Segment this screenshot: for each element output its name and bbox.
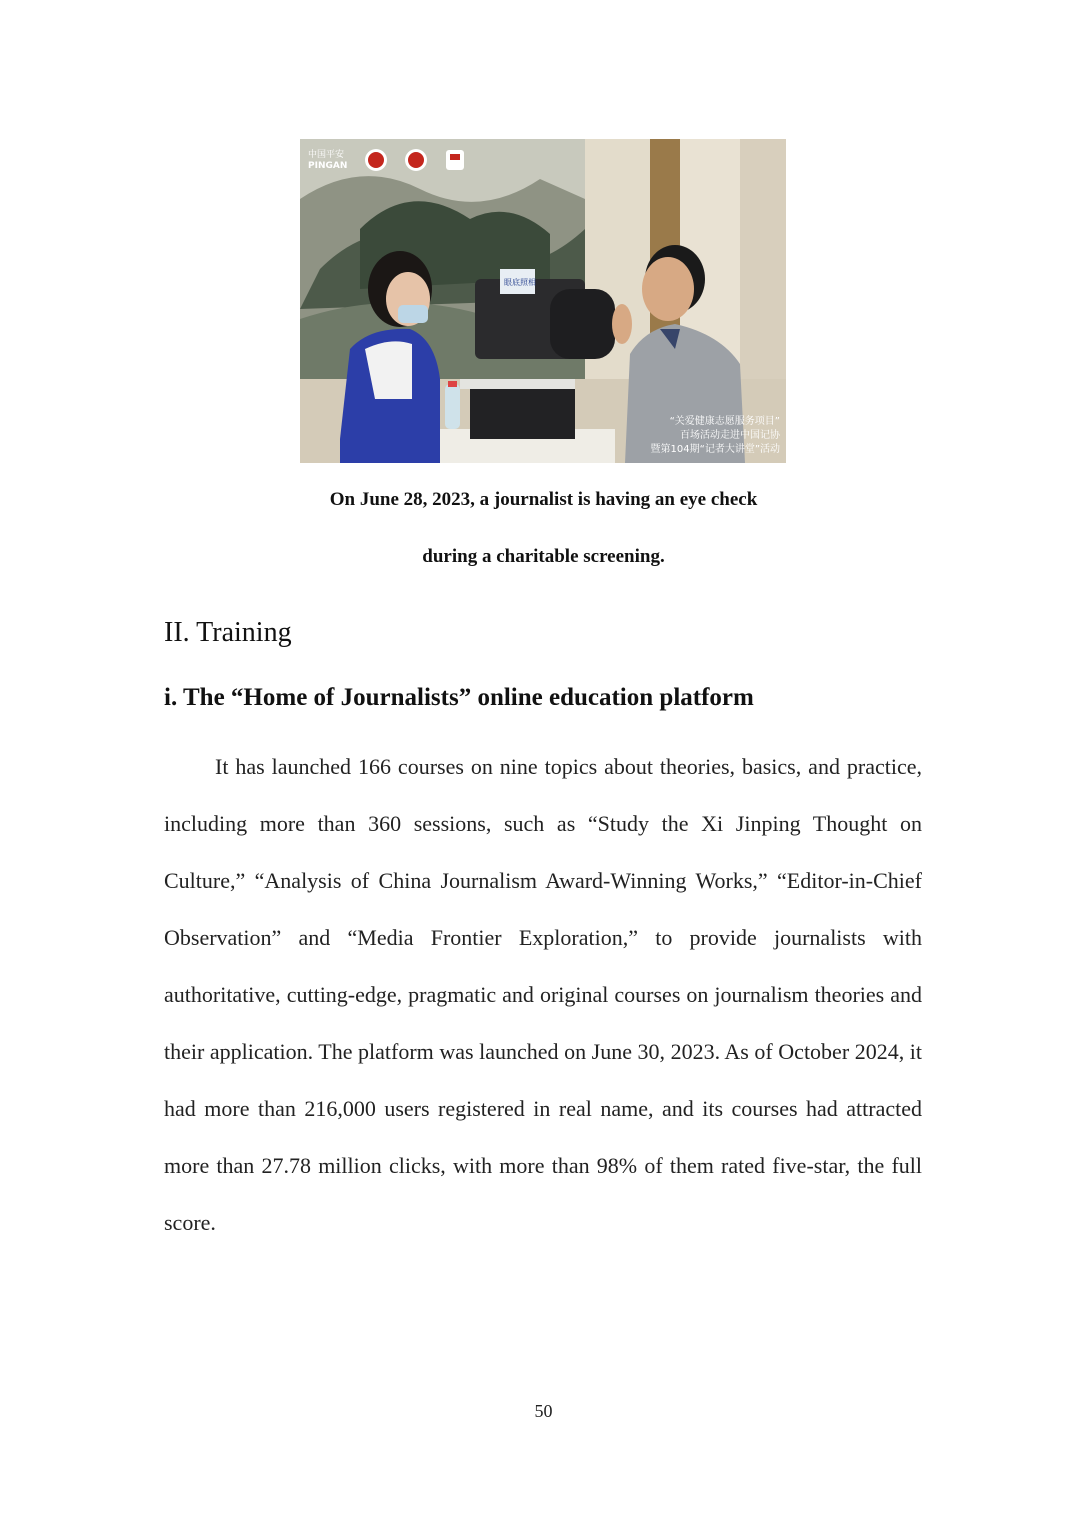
body-paragraph: It has launched 166 courses on nine topics about theories, basics, and practice, including more than 360 sessions, such as “Study the Xi Jinping Thought on Culture,” “Analysis of China Journalism Award-Winning Works,” “Editor-in-Chief Observation” and “Media Frontier Exploration,” to provide journalists with authoritative, cutting-edge, pragmatic and original courses on journalism theories and their application. The platform was launched on June 30, 2023. As of October 2024, it had more than 216,000 users registered in real name, and its courses had attracted more than 27.78 million clicks, with more than 98% of them rated five-star, the full score. [164,754,922,1235]
logo-text-line2: PINGAN [308,161,348,171]
overlay-line3: 暨第104期“记者大讲堂”活动 [650,444,780,455]
overlay-line1: “关爱健康志愿服务项目” [669,416,780,427]
page-number: 50 [534,1401,553,1421]
photo-caption-line1: On June 28, 2023, a journalist is having an eye check [329,489,758,510]
section-heading: II. Training [164,617,292,648]
subsection-heading: i. The “Home of Journalists” online education platform [164,684,754,711]
photo-caption-line2: during a charitable screening. [422,546,665,567]
event-photo [300,139,786,463]
overlay-line2: 百场活动走进中国记协 [680,430,780,441]
logo-text-line1: 中国平安 [308,150,345,160]
device-label: 眼底照相 [504,278,536,287]
